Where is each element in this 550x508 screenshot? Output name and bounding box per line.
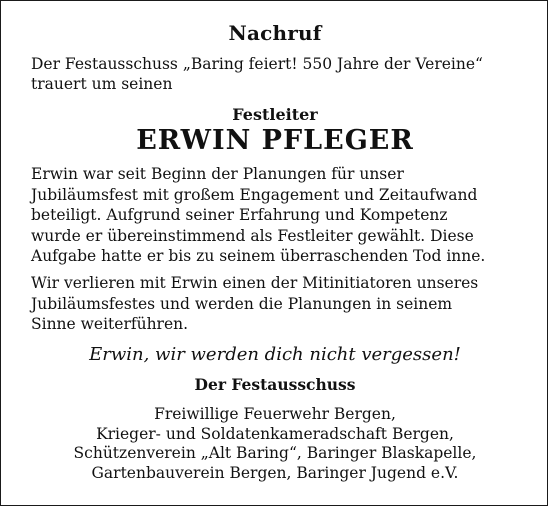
club-line: Schützenverein „Alt Baring“, Baringer Blaskapelle, <box>73 444 477 462</box>
paragraph-line: Wir verlieren mit Erwin einen der Mitinitiatoren unseres <box>31 274 479 292</box>
paragraph-line: Jubiläumsfestes und werden die Planungen in seinem <box>31 294 453 313</box>
club-line: Freiwillige Feuerwehr Bergen, <box>154 405 396 423</box>
paragraph-tribute <box>31 164 531 267</box>
intro-text <box>31 54 531 94</box>
closing-line: Erwin, wir werden dich nicht vergessen! <box>89 344 461 365</box>
notice-heading: Nachruf <box>228 21 322 45</box>
paragraph-line: Aufgabe hatte er bis zu seinem überraschenden Tod inne. <box>31 247 486 265</box>
paragraph-line: wurde er übereinstimmend als Festleiter gewählt. Diese <box>31 226 474 245</box>
paragraph-loss <box>31 273 531 335</box>
paragraph-line: Sinne weiterführen. <box>31 315 189 333</box>
intro-line: Der Festausschuss „Baring feiert! 550 Jahre der Vereine“ <box>31 55 483 73</box>
paragraph-line: beteiligt. Aufgrund seiner Erfahrung und Kompetenz <box>31 206 448 224</box>
paragraph-line: Erwin war seit Beginn der Planungen für unser <box>31 165 404 183</box>
club-line: Krieger- und Soldatenkameradschaft Bergen, <box>96 424 454 443</box>
intro-line: trauert um seinen <box>31 75 173 93</box>
paragraph-line: Jubiläumsfest mit großem Engagement und Zeitaufwand <box>31 185 478 204</box>
deceased-role: Festleiter <box>232 105 318 124</box>
club-list <box>1 405 549 483</box>
deceased-name: ERWIN PFLEGER <box>136 125 414 156</box>
club-line: Gartenbauverein Bergen, Baringer Jugend e.V. <box>91 463 459 482</box>
signature: Der Festausschuss <box>194 375 356 394</box>
